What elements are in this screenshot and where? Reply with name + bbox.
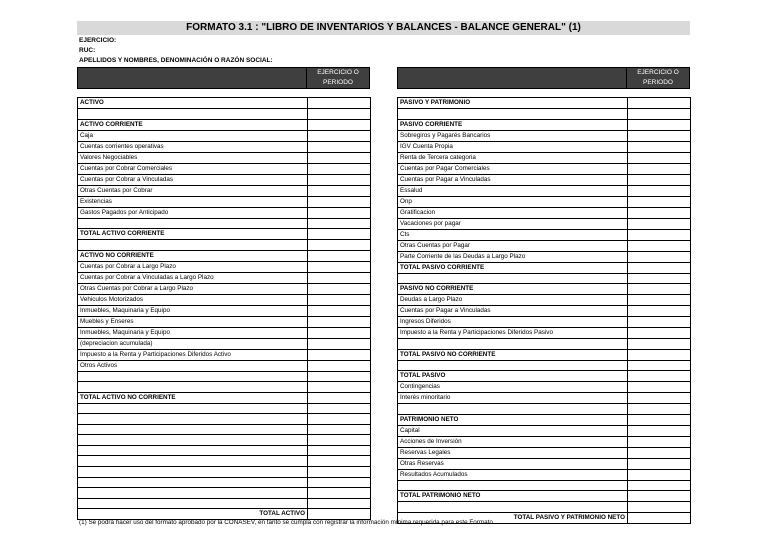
row-value-cell[interactable] <box>628 317 691 328</box>
row-label: TOTAL PATRIMONIO NETO <box>398 491 628 502</box>
row-label: TOTAL PASIVO Y PATRIMONIO NETO <box>398 512 628 523</box>
row-label: Cuentas corrientes operativas <box>78 141 308 152</box>
table-row <box>398 491 691 502</box>
row-label: Capital <box>398 425 628 436</box>
right-period-header-line2: PERIODO <box>643 79 673 86</box>
row-value-cell[interactable] <box>308 424 371 435</box>
row-value-cell[interactable] <box>308 98 371 109</box>
row-label <box>398 502 628 513</box>
table-row <box>398 480 691 491</box>
table-row <box>398 349 691 360</box>
row-label: Existencias <box>78 196 308 207</box>
table-row <box>398 328 691 339</box>
table-row <box>398 240 691 251</box>
table-row <box>78 382 371 393</box>
table-row <box>398 382 691 393</box>
table-row <box>78 152 371 163</box>
row-label: Cuentas por Cobrar a Vinculadas <box>78 174 308 185</box>
row-value-cell[interactable] <box>628 119 691 130</box>
row-label: Otras Cuentas por Cobrar a Largo Plazo <box>78 283 308 294</box>
row-label: Contingencias <box>398 382 628 393</box>
row-value-cell[interactable] <box>628 458 691 469</box>
row-value-cell[interactable] <box>308 283 371 294</box>
row-label: Otras Cuentas por Cobrar <box>78 185 308 196</box>
row-value-cell[interactable] <box>308 261 371 272</box>
table-row <box>78 371 371 382</box>
row-label: PASIVO CORRIENTE <box>398 119 628 130</box>
table-row <box>78 305 371 316</box>
razon-social-label: APELLIDOS Y NOMBRES, DENOMINACIÓN O RAZÓN SOCIAL: <box>79 57 273 64</box>
row-value-cell[interactable] <box>308 488 371 499</box>
row-label: Muebles y Enseres <box>78 316 308 327</box>
row-value-cell[interactable] <box>628 130 691 141</box>
row-value-cell[interactable] <box>628 447 691 458</box>
row-value-cell[interactable] <box>308 477 371 488</box>
table-row <box>78 250 371 261</box>
row-label: Cuentas por Cobrar a Vinculadas a Largo Plazo <box>78 272 308 283</box>
row-label: Otras Reservas <box>398 458 628 469</box>
row-value-cell[interactable] <box>308 163 371 174</box>
table-row <box>78 130 371 141</box>
row-value-cell[interactable] <box>308 109 371 120</box>
row-value-cell[interactable] <box>628 185 691 196</box>
row-label: Cuentas por Pagar a Vinculadas <box>398 174 628 185</box>
table-row <box>398 360 691 371</box>
row-value-cell[interactable] <box>308 338 371 349</box>
table-row <box>78 109 371 120</box>
row-value-cell[interactable] <box>628 207 691 218</box>
row-value-cell[interactable] <box>628 295 691 306</box>
row-value-cell[interactable] <box>628 502 691 513</box>
left-header-blank <box>77 67 307 89</box>
row-label: Inmuebles, Maquinaria y Equipo <box>78 327 308 338</box>
row-label <box>398 273 628 284</box>
table-row <box>78 218 371 229</box>
row-label: Interés minoritario <box>398 393 628 404</box>
row-label: Cuentas por Pagar a Vinculadas <box>398 306 628 317</box>
row-value-cell[interactable] <box>308 240 371 251</box>
row-value-cell[interactable] <box>628 273 691 284</box>
row-value-cell[interactable] <box>308 382 371 393</box>
row-label <box>78 456 308 467</box>
table-row <box>78 403 371 414</box>
table-row <box>78 229 371 240</box>
row-value-cell[interactable] <box>628 491 691 502</box>
row-value-cell[interactable] <box>628 229 691 240</box>
table-row <box>78 435 371 446</box>
table-row <box>398 196 691 207</box>
table-row <box>78 272 371 283</box>
row-label <box>78 467 308 478</box>
row-value-cell[interactable] <box>628 436 691 447</box>
row-label: TOTAL ACTIVO CORRIENTE <box>78 229 308 240</box>
row-value-cell[interactable] <box>308 360 371 371</box>
row-value-cell[interactable] <box>628 152 691 163</box>
row-value-cell[interactable] <box>628 371 691 382</box>
table-row <box>398 109 691 120</box>
row-label <box>78 403 308 414</box>
table-row <box>78 456 371 467</box>
table-row <box>398 371 691 382</box>
row-value-cell[interactable] <box>628 141 691 152</box>
row-value-cell[interactable] <box>308 371 371 382</box>
row-value-cell[interactable] <box>628 196 691 207</box>
table-row <box>398 273 691 284</box>
row-value-cell[interactable] <box>628 339 691 350</box>
row-value-cell[interactable] <box>308 196 371 207</box>
row-value-cell[interactable] <box>628 174 691 185</box>
row-value-cell[interactable] <box>308 207 371 218</box>
row-value-cell[interactable] <box>308 229 371 240</box>
ruc-label: RUC: <box>79 47 96 54</box>
table-row <box>398 218 691 229</box>
row-value-cell[interactable] <box>308 327 371 338</box>
row-label: Cuentas por Pagar Comerciales <box>398 163 628 174</box>
row-value-cell[interactable] <box>628 469 691 480</box>
table-row <box>398 185 691 196</box>
row-label: Cts <box>398 229 628 240</box>
footnote: (1) Se podrá hacer uso del formato aprobado por la CONASEV, en tanto se cumpla con registrar la información mínima requerida para este Formato. <box>79 519 495 526</box>
row-label: Deudas a Largo Plazo <box>398 295 628 306</box>
row-value-cell[interactable] <box>308 414 371 425</box>
table-row <box>398 229 691 240</box>
row-label <box>78 109 308 120</box>
row-value-cell[interactable] <box>628 425 691 436</box>
table-row <box>78 240 371 251</box>
row-value-cell[interactable] <box>628 393 691 404</box>
activo-table <box>77 97 371 520</box>
row-label <box>78 498 308 509</box>
table-row <box>398 152 691 163</box>
row-label <box>78 477 308 488</box>
row-value-cell[interactable] <box>628 109 691 120</box>
row-label: Gratificacion <box>398 207 628 218</box>
right-period-header <box>626 67 690 89</box>
row-value-cell[interactable] <box>628 349 691 360</box>
table-row <box>78 477 371 488</box>
table-row <box>398 436 691 447</box>
row-value-cell[interactable] <box>308 272 371 283</box>
table-row <box>398 262 691 273</box>
row-value-cell[interactable] <box>628 163 691 174</box>
row-value-cell[interactable] <box>628 251 691 262</box>
row-value-cell[interactable] <box>308 498 371 509</box>
row-label: PASIVO Y PATRIMONIO <box>398 98 628 109</box>
row-value-cell[interactable] <box>628 480 691 491</box>
row-value-cell[interactable] <box>308 456 371 467</box>
table-row <box>398 295 691 306</box>
table-row <box>78 349 371 360</box>
row-label: Impuesto a la Renta y Participaciones Diferidos Activo <box>78 349 308 360</box>
row-value-cell[interactable] <box>308 403 371 414</box>
table-row <box>78 414 371 425</box>
row-value-cell[interactable] <box>628 414 691 425</box>
table-row <box>78 327 371 338</box>
table-row <box>78 392 371 403</box>
row-value-cell[interactable] <box>308 152 371 163</box>
table-row <box>78 424 371 435</box>
table-row <box>398 502 691 513</box>
table-row <box>398 458 691 469</box>
row-value-cell[interactable] <box>628 284 691 295</box>
row-value-cell[interactable] <box>628 306 691 317</box>
row-label <box>78 371 308 382</box>
row-value-cell[interactable] <box>628 218 691 229</box>
table-row <box>78 316 371 327</box>
table-row <box>78 163 371 174</box>
row-label <box>78 445 308 456</box>
table-row <box>78 498 371 509</box>
row-label <box>78 435 308 446</box>
table-row <box>78 261 371 272</box>
table-row <box>78 467 371 478</box>
row-label: Caja <box>78 130 308 141</box>
row-value-cell[interactable] <box>308 119 371 130</box>
table-row <box>78 488 371 499</box>
row-label: PATRIMONIO NETO <box>398 414 628 425</box>
row-value-cell[interactable] <box>308 316 371 327</box>
row-label: Otras Cuentas por Pagar <box>398 240 628 251</box>
table-row <box>398 251 691 262</box>
row-label: ACTIVO NO CORRIENTE <box>78 250 308 261</box>
row-value-cell[interactable] <box>628 98 691 109</box>
row-label: Valores Negociables <box>78 152 308 163</box>
table-row <box>78 174 371 185</box>
row-value-cell[interactable] <box>308 185 371 196</box>
row-label: Resultados Acumulados <box>398 469 628 480</box>
row-value-cell[interactable] <box>308 467 371 478</box>
table-row <box>78 445 371 456</box>
table-row <box>398 98 691 109</box>
table-row <box>78 98 371 109</box>
row-label: Renta de Tercera categoria <box>398 152 628 163</box>
row-label: Vehiculos Motorizados <box>78 294 308 305</box>
right-header-blank <box>397 67 627 89</box>
row-label: Otros Activos <box>78 360 308 371</box>
pasivo-patrimonio-table <box>397 97 691 524</box>
table-row <box>78 207 371 218</box>
table-row <box>78 338 371 349</box>
row-value-cell[interactable] <box>308 130 371 141</box>
row-label: TOTAL PASIVO <box>398 371 628 382</box>
table-row <box>398 404 691 415</box>
row-value-cell[interactable] <box>308 349 371 360</box>
table-row <box>398 119 691 130</box>
table-row <box>78 294 371 305</box>
table-row <box>398 317 691 328</box>
row-label: Cuentas por Cobrar a Largo Plazo <box>78 261 308 272</box>
table-row <box>78 119 371 130</box>
table-row <box>398 393 691 404</box>
table-row <box>398 306 691 317</box>
row-label <box>78 414 308 425</box>
row-label: TOTAL PASIVO NO CORRIENTE <box>398 349 628 360</box>
row-value-cell[interactable] <box>308 392 371 403</box>
table-row <box>398 414 691 425</box>
row-value-cell[interactable] <box>308 445 371 456</box>
row-value-cell[interactable] <box>308 294 371 305</box>
document-title: FORMATO 3.1 : "LIBRO DE INVENTARIOS Y BALANCES - BALANCE GENERAL" (1) <box>77 21 690 35</box>
row-label: TOTAL ACTIVO NO CORRIENTE <box>78 392 308 403</box>
row-value-cell[interactable] <box>308 250 371 261</box>
ejercicio-label: EJERCICIO: <box>79 37 117 44</box>
row-value-cell[interactable] <box>308 218 371 229</box>
row-label: (depreciacion acumulada) <box>78 338 308 349</box>
row-value-cell[interactable] <box>628 404 691 415</box>
row-label <box>398 109 628 120</box>
row-label <box>398 404 628 415</box>
table-row <box>398 339 691 350</box>
row-label <box>398 360 628 371</box>
row-label: Gastos Pagados por Anticipado <box>78 207 308 218</box>
row-label: Sobregiros y Pagarés Bancarios <box>398 130 628 141</box>
table-row <box>78 196 371 207</box>
row-value-cell[interactable] <box>628 382 691 393</box>
row-label: Inmuebles, Maquinaria y Equipo <box>78 305 308 316</box>
table-row <box>398 207 691 218</box>
left-period-header-line2: PERIODO <box>323 79 353 86</box>
row-value-cell[interactable] <box>628 512 691 523</box>
row-label: Impuesto a la Renta y Participaciones Diferidos Pasivo <box>398 328 628 339</box>
table-row <box>78 360 371 371</box>
table-row <box>398 425 691 436</box>
row-value-cell[interactable] <box>308 305 371 316</box>
table-row <box>398 130 691 141</box>
table-row <box>398 469 691 480</box>
row-label <box>398 480 628 491</box>
row-value-cell[interactable] <box>308 174 371 185</box>
row-label: Vacaciones por pagar <box>398 218 628 229</box>
row-label: Parte Corriente de las Deudas a Largo Plazo <box>398 251 628 262</box>
row-label: Reservas Legales <box>398 447 628 458</box>
row-label <box>78 382 308 393</box>
row-value-cell[interactable] <box>628 262 691 273</box>
row-label: TOTAL PASIVO CORRIENTE <box>398 262 628 273</box>
row-value-cell[interactable] <box>308 141 371 152</box>
table-row <box>78 185 371 196</box>
table-row <box>398 141 691 152</box>
table-row <box>78 141 371 152</box>
right-period-header-line1: EJERCICIO O <box>637 69 679 76</box>
row-label <box>398 339 628 350</box>
row-label <box>78 218 308 229</box>
row-label: IGV Cuenta Propia <box>398 141 628 152</box>
left-period-header-line1: EJERCICIO O <box>317 69 359 76</box>
row-label <box>78 488 308 499</box>
left-period-header <box>306 67 370 89</box>
row-label: Cuentas por Cobrar Comerciales <box>78 163 308 174</box>
row-label: Essalud <box>398 185 628 196</box>
table-row <box>398 163 691 174</box>
row-label: PASIVO NO CORRIENTE <box>398 284 628 295</box>
row-label <box>78 240 308 251</box>
row-label: Onp <box>398 196 628 207</box>
row-label: Acciones de Inversión <box>398 436 628 447</box>
row-label: TOTAL ACTIVO <box>78 509 308 520</box>
row-label <box>78 424 308 435</box>
row-label: ACTIVO CORRIENTE <box>78 119 308 130</box>
row-value-cell[interactable] <box>628 360 691 371</box>
table-row <box>78 283 371 294</box>
table-row <box>398 174 691 185</box>
table-row <box>398 284 691 295</box>
row-value-cell[interactable] <box>628 328 691 339</box>
row-label: ACTIVO <box>78 98 308 109</box>
table-row <box>398 447 691 458</box>
row-label: Ingresos Diferidos <box>398 317 628 328</box>
row-value-cell[interactable] <box>308 435 371 446</box>
row-value-cell[interactable] <box>628 240 691 251</box>
